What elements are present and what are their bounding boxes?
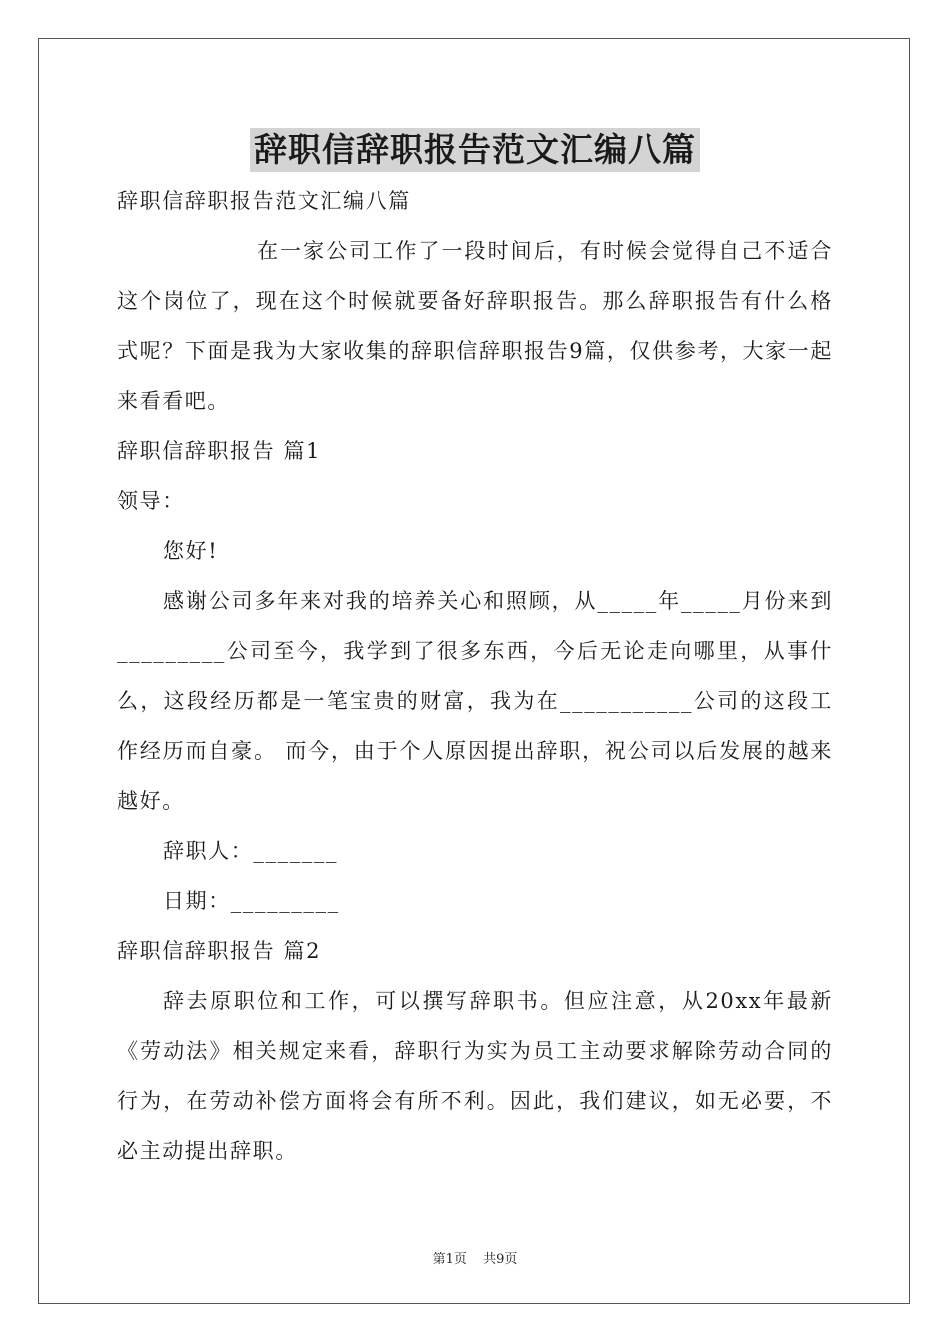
page-total: 共9页 xyxy=(483,1252,518,1267)
section-1-body: 感谢公司多年来对我的培养关心和照顾，从_____年_____月份来到_________公司至今，我学到了很多东西，今后无论走向哪里，从事什么，这段经历都是一笔宝贵的财富，我为在___________公司的这段工作经历而自豪。 而今，由于个人原因提出辞职，祝公司以后发展的越来越好。 xyxy=(117,589,833,813)
document-title: 辞职信辞职报告范文汇编八篇 xyxy=(250,128,700,172)
section-1-date: 日期：_________ xyxy=(163,889,340,913)
page-footer xyxy=(0,1248,950,1267)
page-number: 第1页 xyxy=(432,1252,467,1267)
section-1-heading: 辞职信辞职报告 篇1 xyxy=(117,439,322,463)
document-body xyxy=(117,176,833,1176)
title-container xyxy=(0,128,950,172)
section-2-heading: 辞职信辞职报告 篇2 xyxy=(117,939,322,963)
intro-paragraph: 在一家公司工作了一段时间后，有时候会觉得自己不适合这个岗位了，现在这个时候就要备好辞职报告。那么辞职报告有什么格式呢？下面是我为大家收集的辞职信辞职报告9篇，仅供参考，大家一起来看看吧。 xyxy=(117,239,833,413)
section-2-body: 辞去原职位和工作，可以撰写辞职书。但应注意，从20xx年最新《劳动法》相关规定来看，辞职行为实为员工主动要求解除劳动合同的行为，在劳动补偿方面将会有所不利。因此，我们建议，如无必要，不必主动提出辞职。 xyxy=(117,989,833,1163)
section-1-salutation: 领导： xyxy=(117,489,185,513)
section-1-greeting: 您好! xyxy=(163,539,219,563)
section-1-signer: 辞职人：_______ xyxy=(163,839,339,863)
document-subtitle: 辞职信辞职报告范文汇编八篇 xyxy=(117,189,411,213)
